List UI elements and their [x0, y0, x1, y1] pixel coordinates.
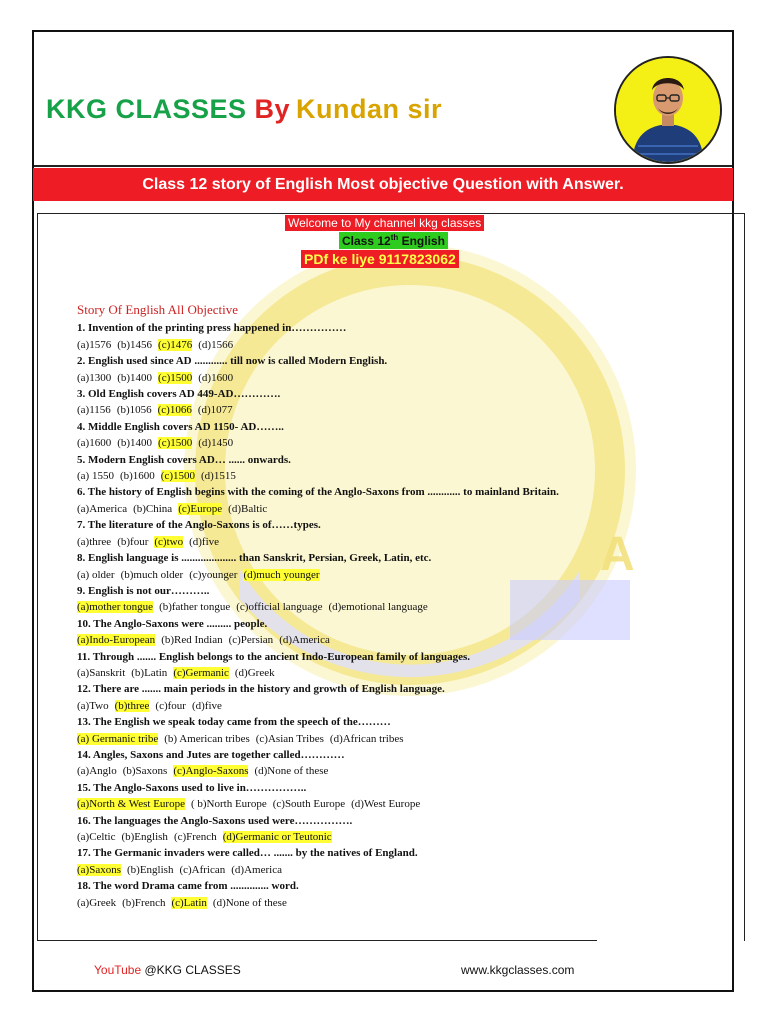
option: (c)African [179, 863, 226, 876]
question-text: 7. The literature of the Anglo-Saxons is of……types. [77, 519, 321, 532]
question-text: 10. The Anglo-Saxons were ......... people. [77, 617, 268, 630]
option: (c)Asian Tribes [255, 732, 324, 745]
question-text: 18. The word Drama came from .............. word. [77, 880, 299, 893]
question-text: 1. Invention of the printing press happened in…………… [77, 322, 347, 335]
youtube-label: YouTube [94, 963, 142, 977]
question-text: 8. English language is .................... than Sanskrit, Persian, Greek, Latin, etc. [77, 552, 432, 565]
answer-options [77, 370, 677, 386]
option: (d)Baltic [228, 502, 268, 515]
brand-by: By [254, 94, 291, 124]
answer-options [77, 796, 677, 812]
option: (b)1456 [117, 338, 153, 351]
option: (c)official language [236, 601, 323, 614]
quiz-heading: Story Of English All Objective [77, 302, 239, 317]
author-photo-illustration [616, 58, 720, 162]
option: (b)Latin [131, 666, 168, 679]
option: (c)younger [189, 568, 238, 581]
option: (d)1600 [198, 371, 234, 384]
answer-options [77, 665, 677, 681]
option: (c)South Europe [272, 798, 346, 811]
option: ( b)North Europe [190, 798, 267, 811]
question-list [77, 320, 677, 911]
option: (d)Greek [234, 666, 275, 679]
correct-option: (b)three [114, 699, 150, 712]
option: (b)much older [120, 568, 184, 581]
answer-options [77, 501, 677, 517]
question-text: 11. Through ....... English belongs to the ancient Indo-European family of languages. [77, 650, 471, 663]
question-text: 17. The Germanic invaders were called… ....... by the natives of England. [77, 847, 418, 860]
option: (b)China [133, 502, 173, 515]
option: (b) American tribes [164, 732, 250, 745]
option: (b)Red Indian [161, 634, 223, 647]
answer-options [77, 632, 677, 648]
correct-option: (c)1476 [158, 338, 193, 351]
option: (d)America [279, 634, 330, 647]
option: (a)Two [77, 699, 109, 712]
option: (d)None of these [212, 896, 287, 909]
option: (a)1600 [77, 437, 112, 450]
question-text: 9. English is not our……….. [77, 584, 210, 597]
correct-option: (c)two [154, 535, 184, 548]
question-text: 15. The Anglo-Saxons used to live in…………….. [77, 781, 307, 794]
answer-options [77, 862, 677, 878]
option: (a)Sanskrit [77, 666, 126, 679]
answer-options [77, 829, 677, 845]
question-text: 5. Modern English covers AD… ...... onwards. [77, 453, 291, 466]
pdf-contact-banner: PDf ke liye 9117823062 [301, 250, 459, 268]
option: (b)English [121, 831, 168, 843]
option: (d)None of these [254, 765, 329, 778]
question-text: 14. Angles, Saxons and Jutes are together called………… [77, 748, 345, 761]
answer-options [77, 534, 677, 550]
correct-option: (c)Europe [178, 502, 223, 515]
correct-option: (a) Germanic tribe [77, 732, 159, 745]
correct-option: (c)Latin [171, 896, 207, 909]
option: (d)emotional language [328, 601, 428, 614]
answer-options [77, 468, 677, 484]
correct-option: (d)Germanic or Teutonic [222, 831, 332, 843]
option: (b)1400 [117, 371, 153, 384]
option: (b)four [117, 535, 149, 548]
answer-options [77, 337, 677, 353]
option: (a)1300 [77, 371, 112, 384]
option: (d)five [191, 699, 222, 712]
correct-option: (c)Anglo-Saxons [173, 765, 249, 778]
correct-option: (a)Indo-European [77, 634, 156, 647]
correct-option: (c)1500 [158, 437, 193, 450]
option: (c)French [173, 831, 217, 843]
correct-option: (c)1066 [157, 404, 192, 417]
brand-logo-text [46, 94, 442, 125]
option: (a)Greek [77, 896, 117, 909]
class-banner-sup: th [390, 233, 399, 242]
correct-option: (c)1500 [158, 371, 193, 384]
author-avatar [614, 56, 722, 164]
option: (a) 1550 [77, 470, 114, 483]
option: (d)African tribes [329, 732, 404, 745]
answer-options [77, 763, 677, 779]
answer-options [77, 895, 677, 911]
option: (d)1450 [198, 437, 234, 450]
quiz-section [77, 302, 677, 911]
class-banner-number: Class 12 [342, 234, 391, 248]
content-frame-bottom-rule [37, 940, 597, 941]
youtube-handle: @KKG CLASSES [141, 963, 241, 977]
brand-name: KKG CLASSES [46, 94, 247, 124]
option: (a) older [77, 568, 115, 581]
option: (b)1056 [116, 404, 152, 417]
correct-option: (a)mother tongue [77, 601, 154, 614]
answer-options [77, 567, 677, 583]
correct-option: (c)1500 [160, 470, 196, 483]
question-text: 16. The languages the Anglo-Saxons used were……………. [77, 814, 353, 827]
class-banner [339, 232, 448, 249]
header-divider [34, 165, 732, 167]
option: (d)1515 [201, 470, 236, 483]
correct-option: (a)North & West Europe [77, 798, 185, 811]
option: (a)America [77, 502, 128, 515]
question-text: 3. Old English covers AD 449-AD…………. [77, 388, 281, 401]
option: (a)1576 [77, 338, 112, 351]
option: (b)French [122, 896, 166, 909]
option: (d)America [231, 863, 282, 876]
option: (d)1077 [197, 404, 233, 417]
question-text: 4. Middle English covers AD 1150- AD…….. [77, 420, 284, 433]
option: (a)1156 [77, 404, 111, 417]
question-text: 2. English used since AD ............ till now is called Modern English. [77, 355, 388, 368]
correct-option: (a)Saxons [77, 863, 121, 876]
footer-youtube [94, 963, 241, 977]
option: (a)three [77, 535, 112, 548]
answer-options [77, 402, 677, 418]
page-title: Class 12 story of English Most objective Question with Answer. [33, 168, 733, 201]
brand-author: Kundan sir [296, 94, 443, 124]
option: (b)father tongue [159, 601, 231, 614]
option: (d)West Europe [351, 798, 421, 811]
option: (a)Anglo [77, 765, 117, 778]
option: (c)four [155, 699, 186, 712]
class-banner-subject: English [398, 234, 445, 248]
correct-option: (d)much younger [243, 568, 320, 581]
option: (b)1600 [119, 470, 155, 483]
answer-options [77, 731, 677, 747]
question-text: 12. There are ....... main periods in the history and growth of English language. [77, 683, 445, 696]
option: (c)Persian [228, 634, 274, 647]
answer-options [77, 435, 677, 451]
option: (a)Celtic [77, 831, 116, 843]
welcome-banner: Welcome to My channel kkg classes [285, 215, 484, 231]
option: (d)1566 [198, 338, 234, 351]
option: (d)five [189, 535, 220, 548]
correct-option: (c)Germanic [173, 666, 229, 679]
question-text: 6. The history of English begins with the coming of the Anglo-Saxons from ............ to mainland Britain. [77, 486, 559, 499]
option: (b)1400 [117, 437, 153, 450]
answer-options [77, 698, 677, 714]
option: (b)English [127, 863, 174, 876]
option: (b)Saxons [122, 765, 168, 778]
footer-website: www.kkgclasses.com [461, 963, 575, 977]
question-text: 13. The English we speak today came from the speech of the……… [77, 716, 391, 729]
svg-text:A: A [600, 528, 635, 581]
answer-options [77, 599, 677, 615]
